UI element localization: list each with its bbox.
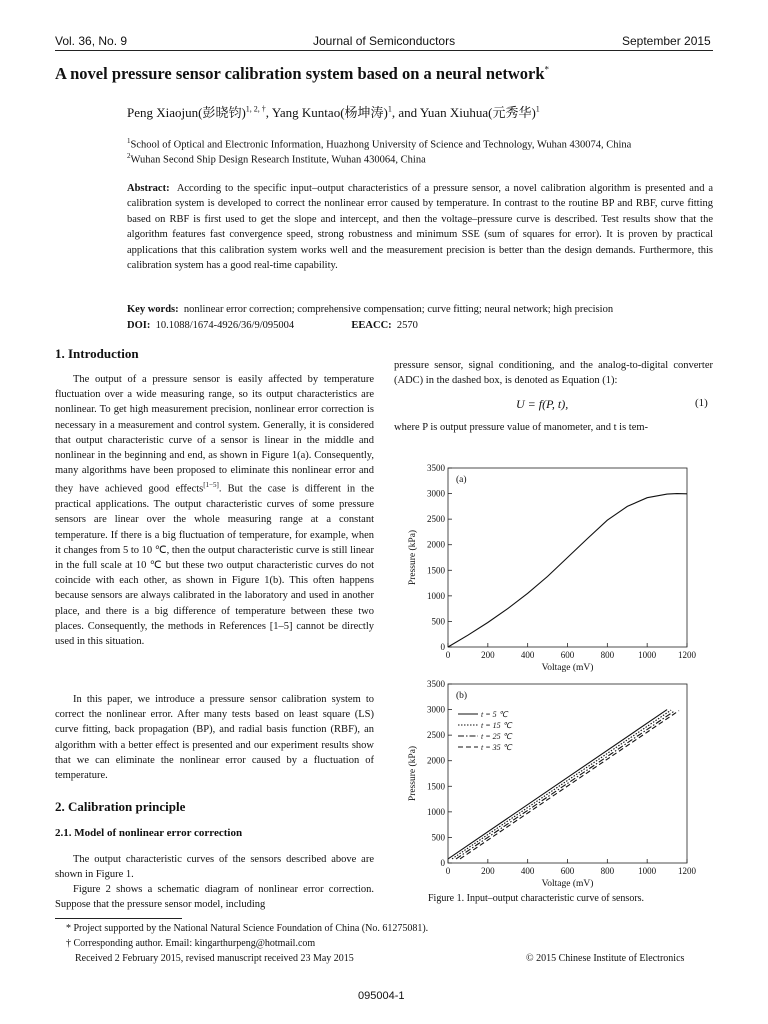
title-text: A novel pressure sensor calibration system based on a neural network [55, 64, 545, 83]
x-tick-label: 0 [445, 650, 451, 660]
author-1-sup: 1, 2, † [245, 104, 266, 114]
x-tick-label: 400 [520, 650, 535, 660]
x-tick-label: 0 [445, 866, 451, 876]
header-date: September 2015 [622, 34, 711, 48]
section-1-p1-text-b: . But the case is different in the practical applications. The output characteristic curves of some pressure sensors are linear over the whole measuring range at a constant temperature. If there is a big fluctuation of temperature, for example, when it changes from 5 to 10 ℃, then the output characteristic curve is still linear in the full scale at 10 ℃ but these two output characteristic curves do not coincide with each other, as shown in Figure 1(b). This often happens because sensors are always calibrated in the laboratory and used in another place, and there is a big difference of temperature between these two places. Consequently, the methods in References [1–5] cannot be directly used in this situation. [55, 483, 374, 647]
chart-panel-b [407, 679, 697, 889]
y-axis-label: Pressure (kPa) [408, 745, 418, 802]
section-2-heading: 2. Calibration principle [55, 799, 186, 814]
y-tick-label: 0 [440, 858, 445, 868]
doi-line [127, 318, 713, 333]
keywords-label: Key words: [127, 304, 179, 315]
y-tick-label: 1500 [427, 565, 445, 576]
title-mark: * [544, 64, 550, 75]
legend-entry: t = 5 ℃ [481, 710, 508, 719]
author-3: , and Yuan Xiuhua(元秀华) [391, 105, 536, 120]
right-paragraph-where: where P is output pressure value of manometer, and t is tem- [394, 422, 649, 433]
chart-panel-a [407, 463, 697, 673]
y-tick-label: 3000 [427, 704, 445, 715]
affiliation-1 [127, 137, 631, 151]
eeacc-text: 2570 [396, 320, 418, 331]
footnote-corresponding: † Corresponding author. Email: kingarthurpeng@hotmail.com [66, 938, 316, 949]
abstract-label: Abstract: [127, 183, 170, 194]
legend-entry: t = 15 ℃ [481, 721, 512, 730]
right-paragraph-top: pressure sensor, signal conditioning, and the analog-to-digital converter (ADC) in the dashed box, is denoted as Equation (1): [394, 360, 713, 387]
section-1-p1-text-a: The output of a pressure sensor is easily affected by temperature fluctuation over a wide measuring range, so its output characteristics are nonlinear. To get high measurement precision, nonlinear error correction is necessary in a measurement and control system. Generally, it is considered that output characteristic curve of a sensor is linear in the middle and nonlinear in the beginning and end, as shown in Figure 1(a). Consequently, many algorithms have been proposed to eliminate this nonlinear error and they have achieved good effects [55, 374, 374, 495]
affiliation-2 [127, 152, 426, 166]
y-tick-label: 2000 [427, 539, 445, 550]
x-axis-label: Voltage (mV) [541, 879, 594, 889]
x-tick-label: 800 [600, 650, 615, 660]
panel-label: (a) [456, 475, 467, 485]
author-list [127, 102, 540, 121]
doi-label: DOI: [127, 320, 151, 331]
x-tick-label: 600 [560, 866, 575, 876]
x-tick-label: 400 [520, 866, 535, 876]
x-tick-label: 1200 [678, 650, 696, 660]
paper-title [55, 64, 735, 84]
header-journal: Journal of Semiconductors [313, 34, 456, 48]
keywords [127, 302, 713, 317]
author-2-sup: 1 [387, 104, 392, 114]
figure-1-caption: Figure 1. Input–output characteristic curve of sensors. [428, 893, 645, 904]
header-volume: Vol. 36, No. 9 [55, 34, 128, 48]
footnote-rule [55, 918, 182, 919]
affiliation-2-num: 2 [127, 152, 131, 160]
legend-entry: t = 35 ℃ [481, 743, 512, 752]
equation-1: U = f(P, t), [516, 397, 569, 411]
author-3-sup: 1 [535, 104, 540, 114]
y-tick-label: 0 [440, 642, 445, 652]
y-tick-label: 500 [431, 832, 445, 843]
keywords-text: nonlinear error correction; comprehensive compensation; curve fitting; neural network; high precision [183, 304, 614, 315]
y-tick-label: 3000 [427, 488, 445, 499]
y-tick-label: 2000 [427, 755, 445, 766]
x-tick-label: 200 [481, 866, 495, 876]
series-line [448, 494, 687, 647]
section-1-heading: 1. Introduction [55, 346, 139, 361]
affiliation-1-text: School of Optical and Electronic Information, Huazhong University of Science and Technology, Wuhan 430074, China [130, 139, 632, 151]
y-tick-label: 3500 [427, 679, 445, 689]
footnote-copyright: © 2015 Chinese Institute of Electronics [526, 953, 685, 964]
figure-1 [400, 460, 700, 890]
x-tick-label: 1000 [638, 866, 657, 876]
y-tick-label: 1000 [427, 590, 445, 601]
section-2-paragraph-1: The output characteristic curves of the sensors described above are shown in Figure 1. [55, 854, 374, 881]
y-tick-label: 500 [431, 616, 445, 627]
citation-ref: [1−5] [203, 481, 219, 490]
x-tick-label: 1200 [678, 866, 696, 876]
affiliation-1-num: 1 [127, 137, 131, 145]
page-number: 095004-1 [358, 990, 405, 1002]
affiliation-2-text: Wuhan Second Ship Design Research Institute, Wuhan 430064, China [130, 154, 426, 166]
y-axis-label: Pressure (kPa) [408, 529, 418, 586]
x-tick-label: 1000 [638, 650, 657, 660]
x-axis-label: Voltage (mV) [541, 663, 594, 673]
author-1: Peng Xiaojun(彭晓钧) [127, 105, 246, 120]
y-tick-label: 1500 [427, 781, 445, 792]
subsection-2-1-heading: 2.1. Model of nonlinear error correction [55, 827, 243, 839]
x-tick-label: 800 [600, 866, 615, 876]
legend-entry: t = 25 ℃ [481, 732, 512, 741]
author-2: , Yang Kuntao(杨坤涛) [265, 105, 388, 120]
section-1-paragraph-1 [55, 372, 374, 649]
x-tick-label: 200 [481, 650, 495, 660]
header-rule [55, 50, 713, 51]
eeacc-label: EEACC: [351, 320, 392, 331]
abstract [127, 181, 713, 273]
footnote-received: Received 2 February 2015, revised manuscript received 23 May 2015 [75, 953, 354, 964]
doi-text: 10.1088/1674-4926/36/9/095004 [155, 320, 295, 331]
panel-label: (b) [456, 691, 468, 701]
y-tick-label: 2500 [427, 514, 445, 525]
section-2-paragraph-2: Figure 2 shows a schematic diagram of nonlinear error correction. Suppose that the pressure sensor model, including [55, 884, 374, 911]
x-tick-label: 600 [560, 650, 575, 660]
y-tick-label: 3500 [427, 463, 445, 473]
section-1-paragraph-2: In this paper, we introduce a pressure sensor calibration system to correct the nonlinear error. After many tests based on least square (LS) curve fitting, back propagation (BP), and radial basis function (RBF), an algorithm with a better effect is presented and our experiment results show that we can eliminate the nonlinear error caused by a fluctuation of temperature. [55, 694, 374, 782]
y-tick-label: 2500 [427, 730, 445, 741]
equation-1-number: (1) [695, 397, 708, 409]
footnote-funding: * Project supported by the National Natural Science Foundation of China (No. 61275081). [66, 923, 429, 934]
abstract-text: According to the specific input–output characteristics of a pressure sensor, a novel calibration algorithm is presented and a calibration system is developed to correct the nonlinear error caused by temperature. In contrast to the routine BP and RBF, curve fitting based on RBF is first used to get the slope and intercept, and then the voltage–pressure curve is described. Test results show that the algorithm features fast convergence speed, strong robustness and minimum SSE (sum of squares for error). It is proven by practical applications that this calibration system works well and the measurement precision is better than the design demands. Furthermore, this calibration system has a good real-time capability. [127, 183, 714, 272]
y-tick-label: 1000 [427, 806, 445, 817]
